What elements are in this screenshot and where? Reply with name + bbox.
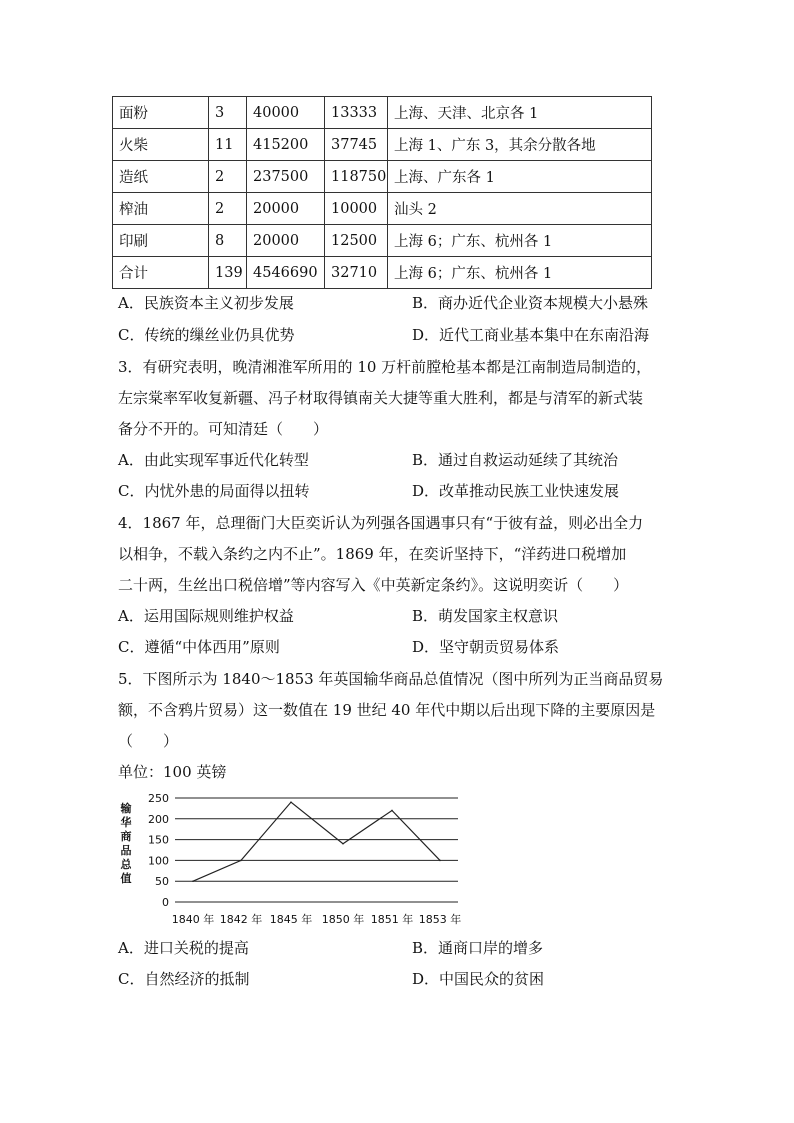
q3-option-b[interactable]: B．通过自救运动延续了其统治 bbox=[412, 451, 619, 469]
q3-stem-line-1: 3．有研究表明，晚清湘淮军所用的 10 万杆前膛枪基本都是江南制造局制造的， bbox=[118, 358, 652, 376]
q4-stem-line-2: 以相争，不载入条约之内不止”。1869 年，在奕䜣坚持下，“洋药进口税增加 bbox=[118, 545, 627, 563]
data-point bbox=[342, 843, 344, 845]
trade-value-chart bbox=[118, 790, 478, 930]
y-tick-label: 0 bbox=[162, 896, 169, 909]
table-row bbox=[113, 225, 652, 257]
q3-stem-line-2: 左宗棠率军收复新疆、冯子材取得镇南关大捷等重大胜利，都是与清军的新式装 bbox=[118, 389, 644, 407]
y-tick-label: 250 bbox=[148, 792, 169, 805]
x-tick-label: 1853 年 bbox=[418, 913, 462, 926]
table-cell-count: 2 bbox=[209, 193, 247, 225]
table-cell-location: 汕头 2 bbox=[388, 193, 652, 225]
table-row bbox=[113, 193, 652, 225]
enterprise-table bbox=[112, 96, 652, 289]
q4-option-a[interactable]: A．运用国际规则维护权益 bbox=[118, 607, 294, 625]
q4-option-d[interactable]: D．坚守朝贡贸易体系 bbox=[412, 638, 560, 656]
x-tick-label: 1851 年 bbox=[370, 913, 414, 926]
data-point bbox=[439, 860, 441, 862]
table-cell-location: 上海、天津、北京各 1 bbox=[388, 97, 652, 129]
q5-option-a[interactable]: A．进口关税的提高 bbox=[118, 939, 249, 957]
q5-option-d[interactable]: D．中国民众的贫困 bbox=[412, 970, 545, 988]
q5-stem-line-1: 5．下图所示为 1840～1853 年英国输华商品总值情况（图中所列为正当商品贸易 bbox=[118, 670, 664, 688]
q2-option-a[interactable]: A．民族资本主义初步发展 bbox=[118, 294, 294, 312]
table-cell-industry: 合计 bbox=[113, 257, 209, 289]
q5-option-c[interactable]: C．自然经济的抵制 bbox=[118, 970, 250, 988]
table-cell-location: 上海 6；广东、杭州各 1 bbox=[388, 225, 652, 257]
y-tick-label: 150 bbox=[148, 833, 169, 847]
table-cell-location: 上海 1、广东 3，其余分散各地 bbox=[388, 129, 652, 161]
q4-stem-line-3: 二十两，生丝出口税倍增”等内容写入《中英新定条约》。这说明奕䜣（ ） bbox=[118, 576, 629, 594]
q2-option-b[interactable]: B．商办近代企业资本规模大小悬殊 bbox=[412, 294, 649, 312]
x-tick-label: 1840 年 bbox=[171, 913, 215, 926]
y-axis-label-char: 华 bbox=[120, 816, 132, 829]
table-cell-capital: 20000 bbox=[247, 193, 325, 225]
table-cell-capital: 4546690 bbox=[247, 257, 325, 289]
table-cell-count: 8 bbox=[209, 225, 247, 257]
q3-option-d[interactable]: D．改革推动民族工业快速发展 bbox=[412, 482, 620, 500]
table-cell-capital: 20000 bbox=[247, 225, 325, 257]
y-tick-label: 50 bbox=[155, 875, 169, 889]
data-point bbox=[290, 801, 292, 803]
q3-stem-line-3: 备分不开的。可知清廷（ ） bbox=[118, 420, 329, 438]
q5-option-b[interactable]: B．通商口岸的增多 bbox=[412, 939, 544, 957]
x-tick-label: 1845 年 bbox=[269, 913, 313, 926]
y-axis-label-char: 商 bbox=[120, 830, 132, 843]
table-cell-location: 上海、广东各 1 bbox=[388, 161, 652, 193]
data-point bbox=[192, 880, 194, 882]
table-cell-count: 139 bbox=[209, 257, 247, 289]
table-cell-average: 37745 bbox=[325, 129, 388, 161]
q4-stem-line-1: 4．1867 年，总理衙门大臣奕䜣认为列强各国遇事只有“于彼有益，则必出全力 bbox=[118, 514, 644, 532]
table-cell-count: 3 bbox=[209, 97, 247, 129]
series-line bbox=[193, 802, 440, 881]
table-cell-average: 118750 bbox=[325, 161, 388, 193]
q5-stem-line-3: （ ） bbox=[118, 732, 179, 750]
table-cell-count: 11 bbox=[209, 129, 247, 161]
table-cell-capital: 40000 bbox=[247, 97, 325, 129]
table-row bbox=[113, 129, 652, 161]
q4-option-c[interactable]: C．遵循“中体西用”原则 bbox=[118, 638, 280, 656]
y-axis-label-char: 品 bbox=[120, 844, 132, 857]
y-axis-label-char: 总 bbox=[120, 858, 132, 871]
data-point bbox=[240, 860, 242, 862]
table-cell-industry: 面粉 bbox=[113, 97, 209, 129]
table-cell-average: 12500 bbox=[325, 225, 388, 257]
table-row bbox=[113, 161, 652, 193]
y-axis-label-char: 输 bbox=[120, 802, 132, 815]
chart-unit-label: 单位：100 英镑 bbox=[118, 763, 227, 781]
table-cell-location: 上海 6；广东、杭州各 1 bbox=[388, 257, 652, 289]
table-cell-average: 13333 bbox=[325, 97, 388, 129]
q2-option-c[interactable]: C．传统的缫丝业仍具优势 bbox=[118, 326, 295, 344]
q3-option-a[interactable]: A．由此实现军事近代化转型 bbox=[118, 451, 309, 469]
table-cell-capital: 415200 bbox=[247, 129, 325, 161]
table-cell-capital: 237500 bbox=[247, 161, 325, 193]
table-cell-industry: 火柴 bbox=[113, 129, 209, 161]
y-tick-label: 200 bbox=[148, 812, 169, 826]
y-tick-label: 100 bbox=[148, 854, 169, 868]
table-cell-industry: 印刷 bbox=[113, 225, 209, 257]
table-cell-industry: 造纸 bbox=[113, 161, 209, 193]
q5-stem-line-2: 额，不含鸦片贸易）这一数值在 19 世纪 40 年代中期以后出现下降的主要原因是 bbox=[118, 701, 656, 719]
q2-option-d[interactable]: D．近代工商业基本集中在东南沿海 bbox=[412, 326, 650, 344]
q3-option-c[interactable]: C．内忧外患的局面得以扭转 bbox=[118, 482, 310, 500]
table-row bbox=[113, 257, 652, 289]
table-cell-industry: 榨油 bbox=[113, 193, 209, 225]
data-point bbox=[391, 810, 393, 812]
table-cell-average: 32710 bbox=[325, 257, 388, 289]
y-axis-label-char: 值 bbox=[120, 872, 132, 885]
table-row bbox=[113, 97, 652, 129]
x-tick-label: 1842 年 bbox=[219, 913, 263, 926]
table-cell-count: 2 bbox=[209, 161, 247, 193]
table-cell-average: 10000 bbox=[325, 193, 388, 225]
x-tick-label: 1850 年 bbox=[321, 913, 365, 926]
q4-option-b[interactable]: B．萌发国家主权意识 bbox=[412, 607, 559, 625]
